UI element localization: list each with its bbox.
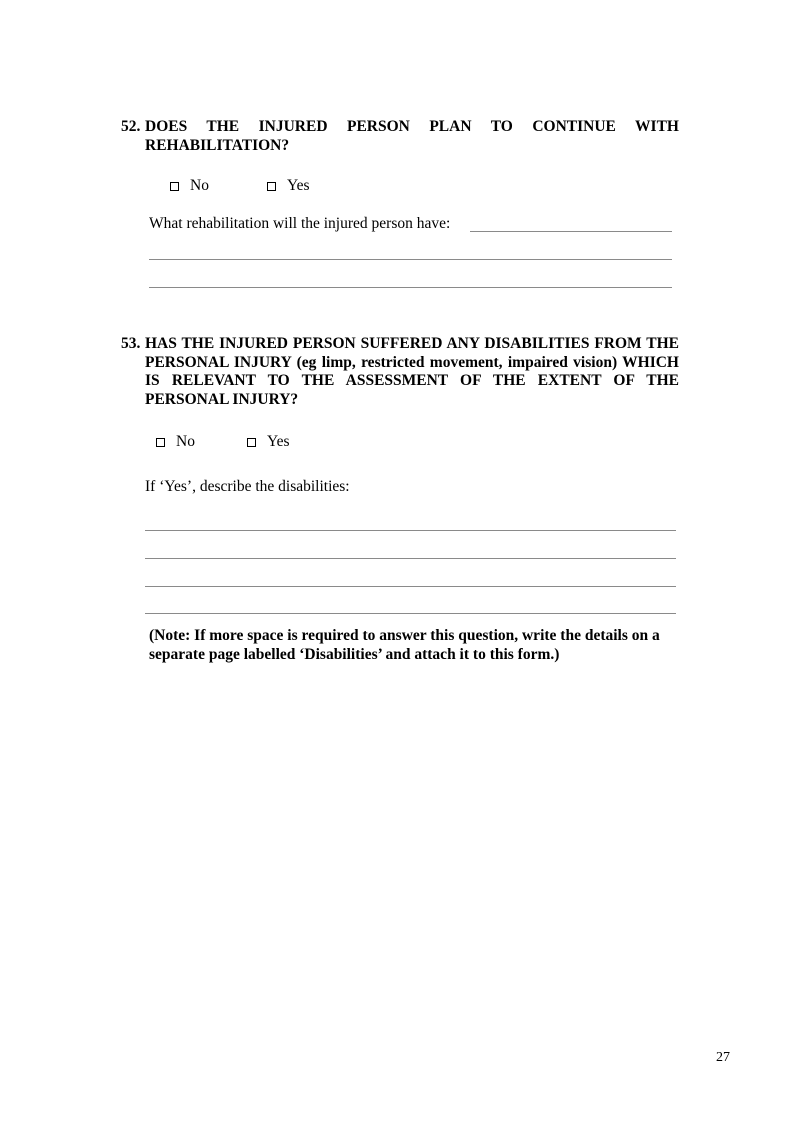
- q53-no-label: No: [176, 433, 195, 450]
- question-52: [121, 118, 679, 158]
- q53-option-no[interactable]: [156, 433, 195, 451]
- q52-option-no[interactable]: [170, 177, 209, 195]
- q53-answer-line-2[interactable]: [145, 558, 676, 559]
- question-52-text: DOES THE INJURED PERSON PLAN TO CONTINUE WITH REHABILITATION?: [145, 118, 679, 154]
- q53-answer-line-4[interactable]: [145, 613, 676, 614]
- question-53: [121, 335, 679, 411]
- q52-prompt: What rehabilitation will the injured person have:: [149, 215, 451, 232]
- page-number: 27: [716, 1050, 730, 1065]
- question-52-number: 52.: [121, 118, 141, 135]
- q53-option-yes[interactable]: [247, 433, 290, 451]
- q52-option-yes[interactable]: [267, 177, 310, 195]
- q53-prompt: If ‘Yes’, describe the disabilities:: [145, 478, 350, 495]
- q53-answer-line-1[interactable]: [145, 530, 676, 531]
- q52-yes-checkbox[interactable]: [267, 182, 276, 191]
- q52-no-label: No: [190, 177, 209, 194]
- q53-no-checkbox[interactable]: [156, 438, 165, 447]
- q52-answer-line-1[interactable]: [470, 231, 672, 232]
- q53-answer-line-3[interactable]: [145, 586, 676, 587]
- q52-answer-line-2[interactable]: [149, 259, 672, 260]
- q53-yes-checkbox[interactable]: [247, 438, 256, 447]
- q52-answer-line-3[interactable]: [149, 287, 672, 288]
- question-53-text: HAS THE INJURED PERSON SUFFERED ANY DISABILITIES FROM THE PERSONAL INJURY (eg limp, restricted movement, impaired vision) WHICH IS RELEVANT TO THE ASSESSMENT OF THE EXTENT OF THE PERSONAL INJURY?: [145, 335, 679, 408]
- q53-note: (Note: If more space is required to answer this question, write the details on a separate page labelled ‘Disabilities’ and attach it to this form.): [149, 627, 660, 663]
- q52-yes-label: Yes: [287, 177, 310, 194]
- q52-no-checkbox[interactable]: [170, 182, 179, 191]
- question-53-number: 53.: [121, 335, 141, 352]
- q53-yes-label: Yes: [267, 433, 290, 450]
